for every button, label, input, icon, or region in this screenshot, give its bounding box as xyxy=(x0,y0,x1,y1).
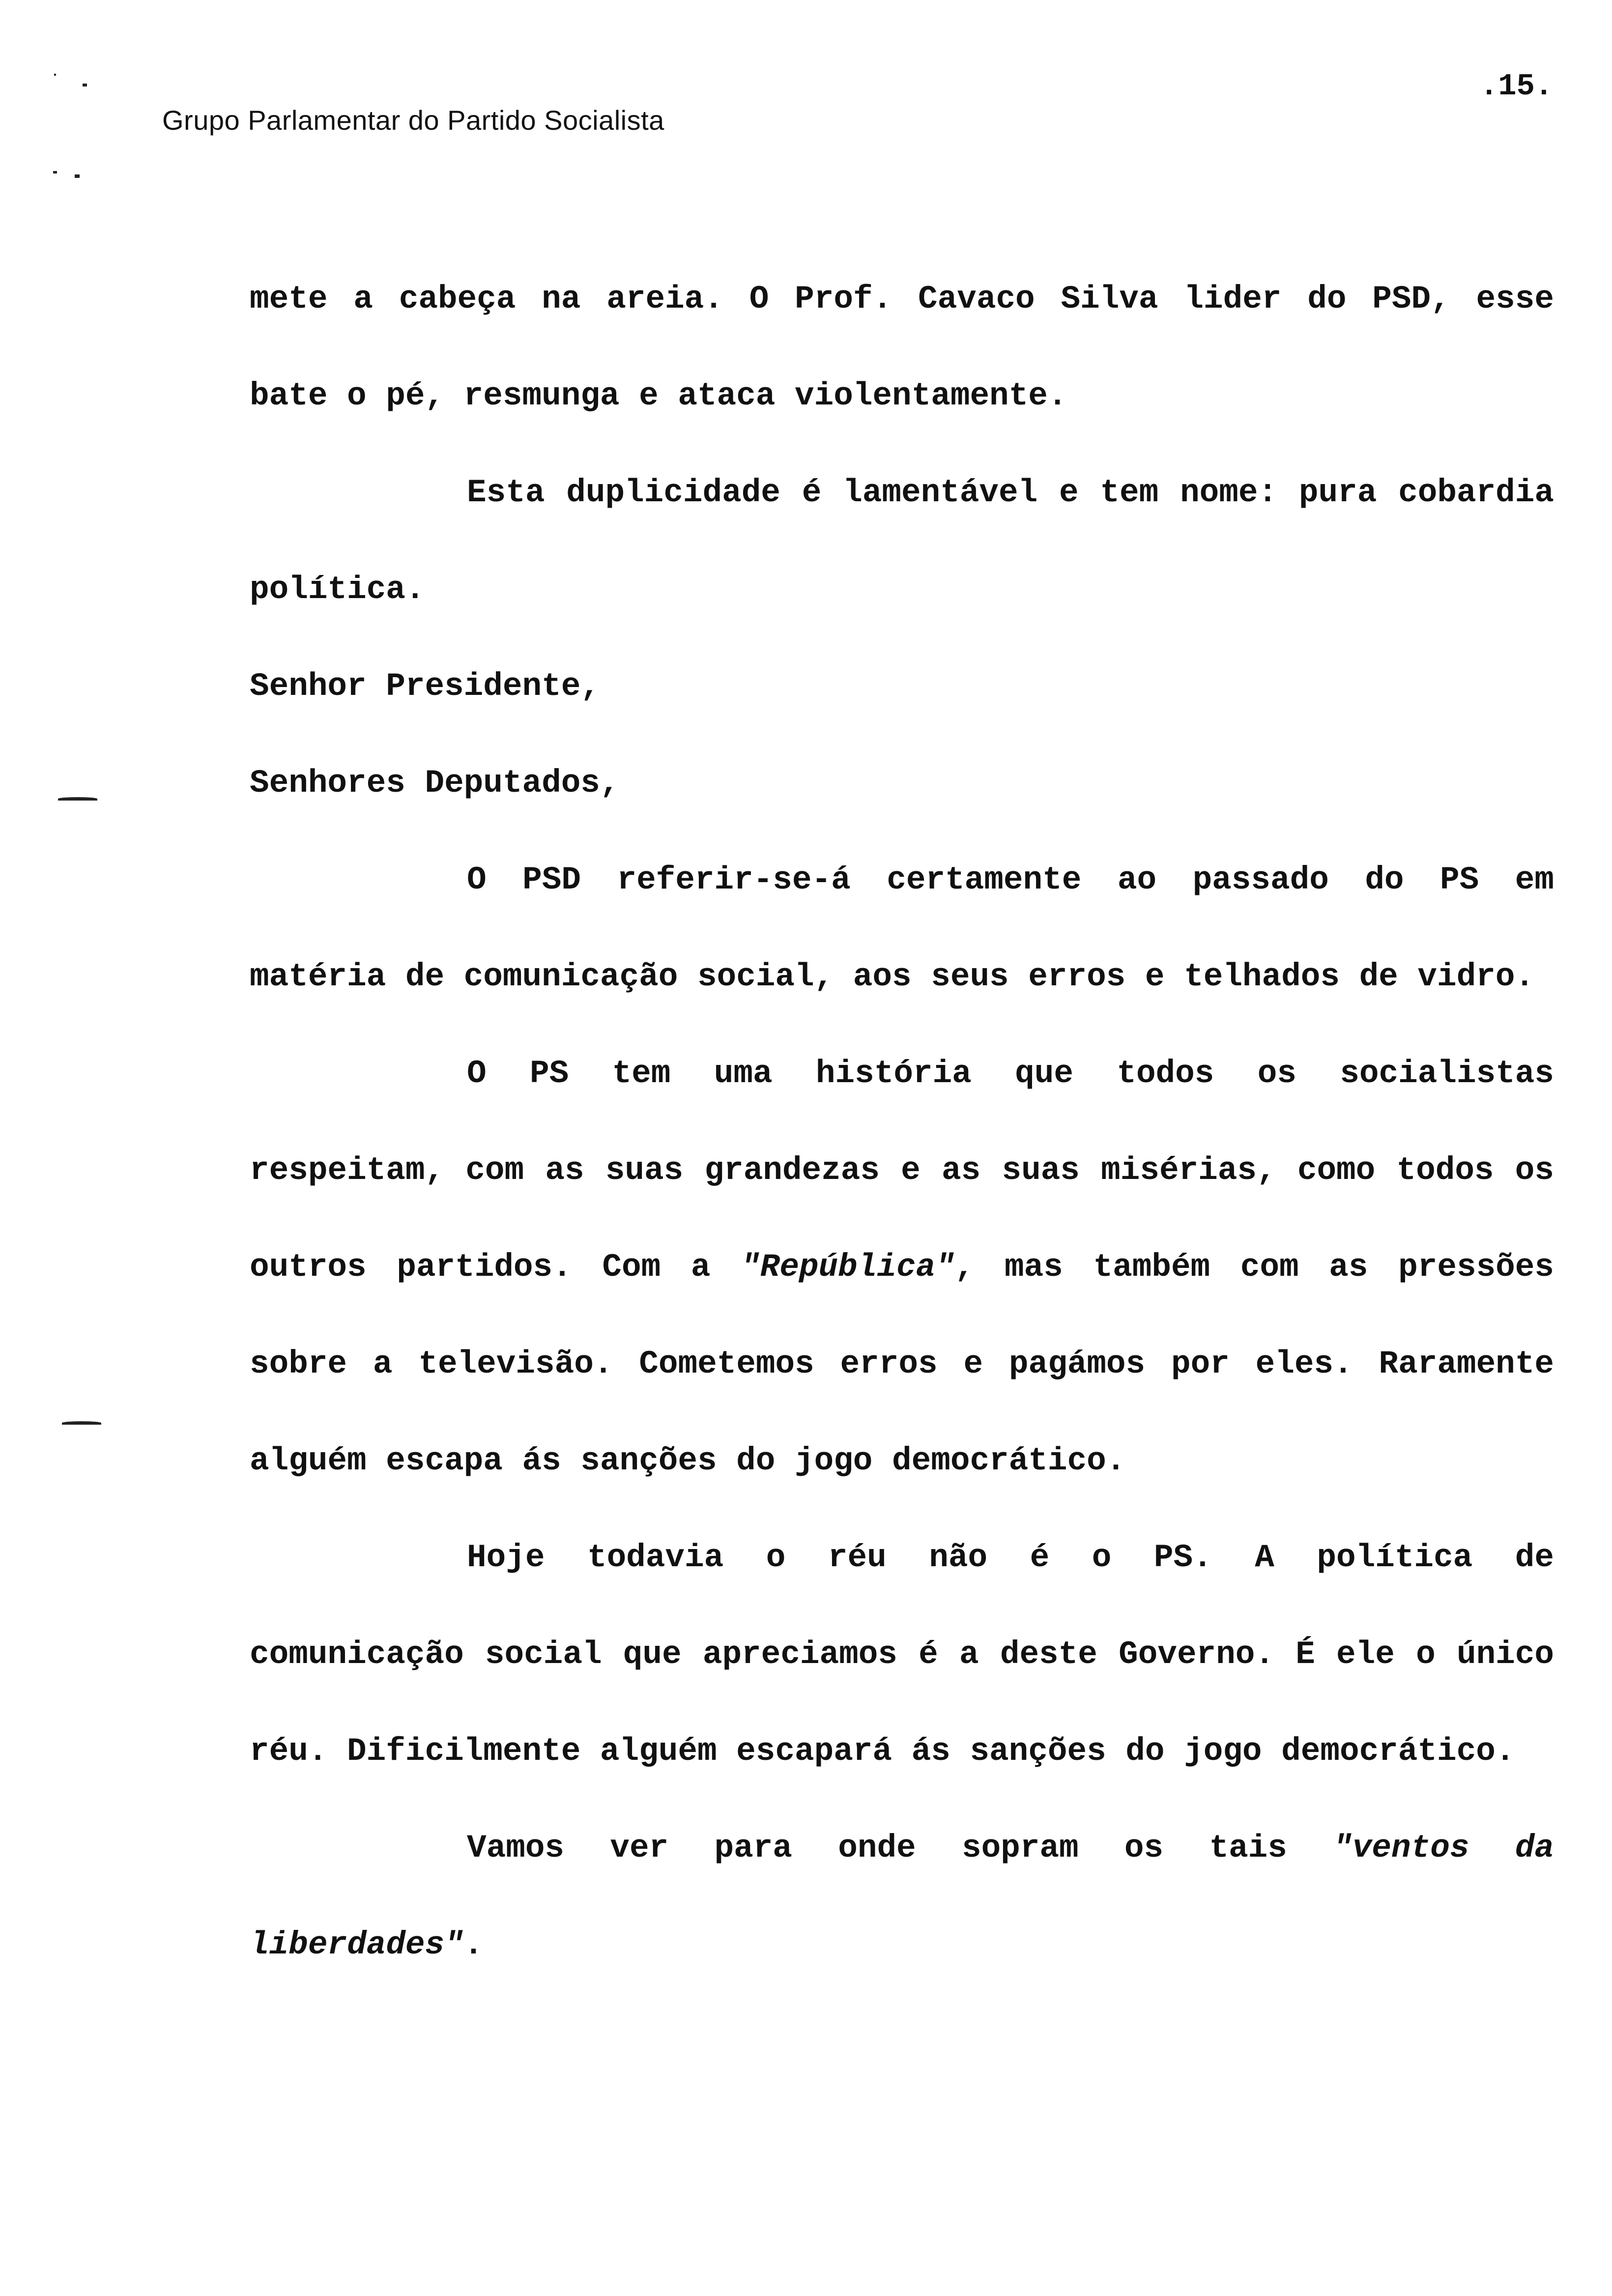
margin-dash-mark xyxy=(62,1421,101,1425)
document-body xyxy=(250,251,1554,1993)
text-run: , mas também com as pressões sobre a televisão. Cometemos erros e pagámos por eles. Raramente alguém escapa ás sanções do jogo democrático. xyxy=(250,1249,1554,1479)
paragraph: Esta duplicidade é lamentável e tem nome: pura cobardia política. xyxy=(250,474,1554,608)
paragraph xyxy=(250,1800,1554,1993)
margin-mark xyxy=(53,171,57,173)
text-run: O PS tem uma história que todos os socialistas respeitam, com as suas grandezas e as suas misérias, como todos os outros partidos. Com a xyxy=(250,1055,1554,1286)
salutation: Senhor Presidente, xyxy=(250,668,600,705)
italic-quote: "República" xyxy=(741,1249,955,1286)
text-run: . xyxy=(463,1926,484,1963)
paragraph: Hoje todavia o réu não é o PS. A política de comunicação social que apreciamos é a deste Governo. É ele o único réu. Dificilmente alguém escapará ás sanções do jogo democrático. xyxy=(250,1539,1554,1770)
salutation: Senhores Deputados, xyxy=(250,765,620,802)
paragraph: mete a cabeça na areia. O Prof. Cavaco Silva lider do PSD, esse bate o pé, resmunga e ataca violentamente. xyxy=(250,281,1554,414)
margin-mark xyxy=(83,84,87,86)
margin-mark xyxy=(75,174,80,178)
text-run: Vamos ver para onde sopram os tais xyxy=(467,1830,1333,1866)
margin-dash-mark xyxy=(58,797,97,801)
margin-mark xyxy=(54,74,56,76)
paragraph: O PSD referir-se-á certamente ao passado do PS em matéria de comunicação social, aos seus erros e telhados de vidro. xyxy=(250,861,1554,995)
paragraph xyxy=(250,1025,1554,1509)
page-number: .15. xyxy=(1480,69,1553,104)
header-organization: Grupo Parlamentar do Partido Socialista xyxy=(162,105,664,136)
italic-quote: "ventos da liberdades" xyxy=(250,1830,1554,1963)
